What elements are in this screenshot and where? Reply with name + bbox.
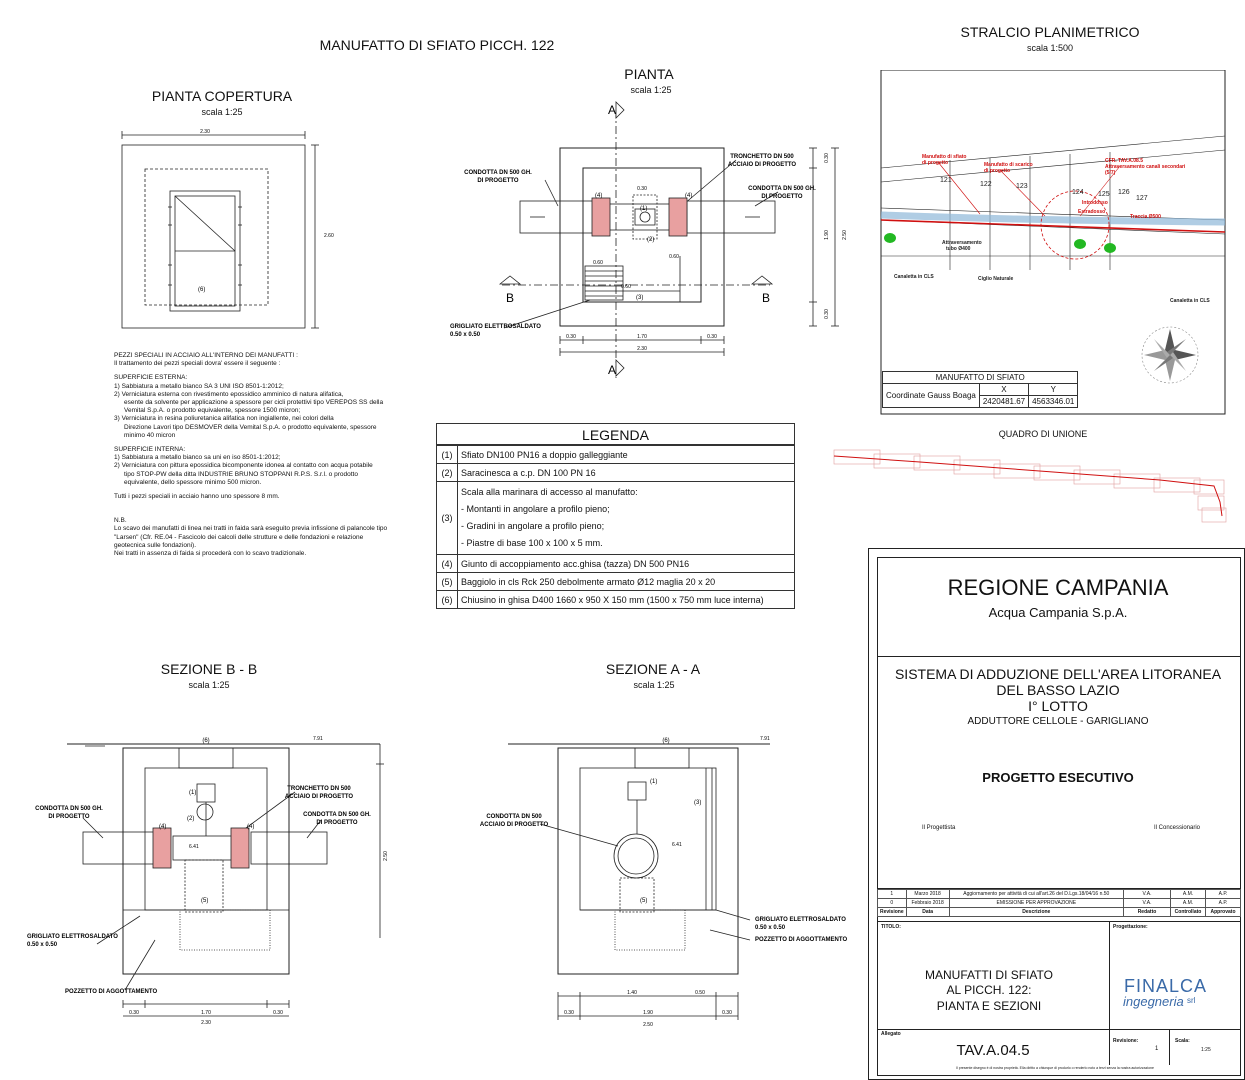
saa-dim-b1: 0.30 <box>564 1010 574 1016</box>
saa-dim-i2: 0.50 <box>695 990 705 996</box>
pianta-copertura-drawing <box>110 125 340 340</box>
legend <box>436 423 795 609</box>
sbb-condotta-right-1: CONDOTTA DN 500 GH. <box>303 812 371 818</box>
tb-footer: Il presente disegno è di nostra proprietà. Ella diritto a chiunque di produrlo o renderlo noto a terzi senza la nostra autorizzazione <box>956 1066 1154 1070</box>
copertura-item: (6) <box>198 287 206 293</box>
notes-int-line: tipo STOP-PW della ditta INDUSTRIE BRUNO STOPPANI R.P.S. S.r.l. o prodotto <box>124 470 358 478</box>
stralcio-picchetto: 126 <box>1118 189 1130 196</box>
notes-ext-title: SUPERFICIE ESTERNA: <box>114 374 188 382</box>
tb-region: REGIONE CAMPANIA <box>947 575 1169 600</box>
notes-nb-line: geotecnica sulle fondazioni). <box>114 541 197 549</box>
notes-thickness: Tutti i pezzi speciali in acciaio hanno uno spessore 8 mm. <box>114 493 280 501</box>
pianta-dim-s3: 0.30 <box>824 309 830 319</box>
pianta-dim-i1: 0.30 <box>637 186 647 192</box>
pianta-drawing <box>440 96 850 386</box>
legend-text: Sfiato DN100 PN16 a doppio galleggiante <box>458 446 795 464</box>
revisions-table <box>877 889 1241 917</box>
sbb-condotta-left-1: CONDOTTA DN 500 GH. <box>35 806 103 812</box>
tb-allegato: TAV.A.04.5 <box>956 1042 1030 1059</box>
tb-subproject: ADDUTTORE CELLOLE - GARIGLIANO <box>967 716 1149 727</box>
tb-drawing-title: PIANTA E SEZIONI <box>936 999 1042 1013</box>
sezione-aa-scale: scala 1:25 <box>633 680 675 690</box>
stralcio-picchetto: 121 <box>940 177 952 184</box>
saa-condotta-1: CONDOTTA DN 500 <box>486 814 542 820</box>
pianta-item-1: (1) <box>640 206 648 212</box>
stralcio-scale: scala 1:500 <box>1026 43 1074 53</box>
pianta-dim-b2: 1.70 <box>637 334 647 340</box>
pianta-cut-a-top: A <box>607 103 616 117</box>
pianta-item-4b: (4) <box>685 193 693 199</box>
legend-num: (4) <box>437 555 458 573</box>
stralcio-title: STRALCIO PLANIMETRICO <box>960 24 1140 40</box>
rev-header: Approvato <box>1206 908 1241 917</box>
saa-level: 7.91 <box>760 736 770 742</box>
pianta-scale: scala 1:25 <box>630 85 672 95</box>
rev-approvato: A.P. <box>1206 890 1241 899</box>
notes-heading: PEZZI SPECIALI IN ACCIAIO ALL'INTERNO DEI MANUFATTI : <box>114 352 298 359</box>
tb-drawing-title: MANUFATTI DI SFIATO <box>924 968 1054 982</box>
tb-scala-label: Scala: <box>1175 1038 1190 1044</box>
tb-allegato-label: Allegato <box>881 1031 901 1037</box>
legend-num: (5) <box>437 573 458 591</box>
rev-controllato: A.M. <box>1171 890 1206 899</box>
notes-nb-line: "Larsen" (Cfr. RE.04 - Fascicolo dei calcoli delle strutture e delle fondazioni e relazione <box>114 533 364 541</box>
sbb-tronchetto-1: TRONCHETTO DN 500 <box>287 786 351 792</box>
coord-y-value: 4563346.01 <box>1029 396 1078 408</box>
tb-logo-word: FINALCA <box>1124 976 1208 996</box>
legend-num: (2) <box>437 464 458 482</box>
saa-item6: (6) <box>662 738 670 744</box>
stralcio-introdosso: Introdosso <box>1082 200 1108 206</box>
tb-progettazione-label: Progettazione: <box>1113 924 1148 930</box>
legend-text: Chiusino in ghisa D400 1660 x 950 X 150 mm (1500 x 750 mm luce interna) <box>458 591 795 609</box>
rev-header: Revisione <box>878 908 907 917</box>
saa-item3: (3) <box>694 800 702 806</box>
stralcio-scarico-2: di progetto <box>984 168 1011 174</box>
notes-nb-line: Lo scavo dei manufatti di linea nei tratti in faida sarà eseguito previa infissione di palancole tipo <box>114 525 388 533</box>
stralcio-cfr-2: Attraversamento canali secondari <box>1105 164 1186 170</box>
stralcio-traccia: Traccia Ø500 <box>1130 214 1161 220</box>
pianta-dim-i3: 0.60 <box>669 254 679 260</box>
pianta-dim-total: 2.30 <box>637 346 647 352</box>
stralcio-scarico-1: Manufatto di scarico <box>984 162 1033 168</box>
rev-n: 0 <box>878 899 907 908</box>
pianta-cut-b-left: B <box>506 291 515 305</box>
tb-concessionario: Il Concessionario <box>1154 825 1201 831</box>
stralcio-sfiato-2: di progetto <box>922 160 949 166</box>
rev-date: Marzo 2018 <box>906 890 949 899</box>
sbb-dim-b3: 0.30 <box>273 1010 283 1016</box>
sbb-grigliato-1: GRIGLIATO ELETTROSALDATO <box>27 934 118 940</box>
saa-level2: 6.41 <box>672 842 682 848</box>
tb-scala: 1:25 <box>1201 1047 1211 1053</box>
rev-approvato: A.P. <box>1206 899 1241 908</box>
stralcio-cfr-1: CFR. TAV.A.08.5 <box>1105 158 1143 164</box>
rev-date: Febbraio 2018 <box>906 899 949 908</box>
tb-project-line: DEL BASSO LAZIO <box>996 682 1120 698</box>
stralcio-picchetto: 122 <box>980 181 992 188</box>
tb-drawing-title: AL PICCH. 122: <box>946 983 1032 997</box>
saa-pozzetto: POZZETTO DI AGGOTTAMENTO <box>755 937 848 943</box>
pianta-tronchetto-2: ACCIAIO DI PROGETTO <box>727 162 797 168</box>
sbb-item4b: (4) <box>247 824 255 830</box>
copertura-dim-w: 2.30 <box>200 129 210 135</box>
tb-revisione-label: Revisione: <box>1113 1038 1139 1044</box>
sbb-tronchetto-2: ACCIAIO DI PROGETTO <box>284 794 354 800</box>
coord-row-label: Coordinate Gauss Boaga <box>883 384 980 408</box>
main-title: MANUFATTO DI SFIATO PICCH. 122 <box>319 37 555 53</box>
pianta-item-3: (3) <box>636 295 644 301</box>
legend-num: (6) <box>437 591 458 609</box>
stralcio-picchetto: 124 <box>1072 189 1084 196</box>
saa-dim-i1: 1.40 <box>627 990 637 996</box>
copertura-dim-h: 2.60 <box>324 233 334 239</box>
legend-title: LEGENDA <box>437 424 794 445</box>
notes-nb-line: Nei tratti in assenza di faida si procederà con lo scavo tradizionale. <box>114 550 307 558</box>
coord-title: MANUFATTO DI SFIATO <box>883 372 1078 384</box>
sezione-bb-drawing <box>25 728 390 1028</box>
pianta-grigliato-1: GRIGLIATO ELETTROSALDATO <box>450 324 541 330</box>
pianta-cut-a-bottom: A <box>607 363 616 377</box>
pianta-dim-s-total: 2.50 <box>842 230 848 240</box>
sbb-item1: (1) <box>189 790 197 796</box>
legend-text: - Piastre di base 100 x 100 x 5 mm. <box>461 538 603 548</box>
sbb-item5: (5) <box>201 898 209 904</box>
legend-text: - Gradini in angolare a profilo pieno; <box>461 521 605 531</box>
stralcio-sfiato-1: Manufatto di sfiato <box>922 154 967 160</box>
north-arrow-icon <box>1142 327 1198 383</box>
stralcio-estradosso: Estradosso <box>1078 209 1106 215</box>
pianta-dim-b1: 0.30 <box>566 334 576 340</box>
legend-num: (3) <box>437 482 458 555</box>
notes-int-line: 1) Sabbiatura a metallo bianco sa uni en iso 8501-1:2012; <box>114 454 281 462</box>
sbb-level2: 6.41 <box>189 844 199 850</box>
tb-phase: PROGETTO ESECUTIVO <box>982 770 1134 785</box>
stralcio-cfr-3: (5/7) <box>1105 170 1116 176</box>
stralcio-ciglio: Ciglio Naturale <box>978 276 1014 282</box>
notes-intro: Il trattamento dei pezzi speciali dovra' essere il seguente : <box>114 360 281 368</box>
pianta-condotta-right-1: CONDOTTA DN 500 GH. <box>748 186 816 192</box>
saa-item1: (1) <box>650 779 658 785</box>
saa-item5: (5) <box>640 898 648 904</box>
pianta-dim-b3: 0.30 <box>707 334 717 340</box>
rev-header: Redatto <box>1124 908 1171 917</box>
coord-x-label: X <box>979 384 1028 396</box>
notes-int-title: SUPERFICIE INTERNA: <box>114 446 186 454</box>
pianta-item-2: (2) <box>647 237 655 243</box>
legend-num: (1) <box>437 446 458 464</box>
stralcio-picchetto: 125 <box>1098 191 1110 198</box>
sbb-dim-b2: 1.70 <box>201 1010 211 1016</box>
pianta-dim-s1: 0.30 <box>824 153 830 163</box>
pianta-copertura-scale: scala 1:25 <box>201 107 243 117</box>
stralcio-canaletta-left: Canaletta in CLS <box>894 274 934 280</box>
notes-ext-line: Vemital S.p.A. o prodotto equivalente, spessore 1500 micron; <box>124 407 301 415</box>
saa-dim-b3: 0.30 <box>722 1010 732 1016</box>
stralcio-map <box>880 70 1226 415</box>
saa-grigliato-2: 0.50 x 0.50 <box>755 925 786 931</box>
notes-ext-line: 1) Sabbiatura a metallo bianco SA 3 UNI ISO 8501-1:2012; <box>114 382 284 390</box>
notes-ext-line: 3) Verniciatura in resina poliuretanica alifatica non ingiallente, nei colori della <box>114 415 334 423</box>
sezione-aa-title: SEZIONE A - A <box>605 661 701 677</box>
notes-ext-line: minimo 40 micron <box>124 431 176 439</box>
legend-text: Giunto di accoppiamento acc.ghisa (tazza) DN 500 PN16 <box>458 555 795 573</box>
sbb-dim-total: 2.30 <box>201 1020 211 1026</box>
sezione-aa-drawing <box>480 728 870 1028</box>
pianta-condotta-left-1: CONDOTTA DN 500 GH. <box>464 170 532 176</box>
pianta-title: PIANTA <box>624 66 674 82</box>
title-block <box>868 548 1245 1080</box>
legend-text: Scala alla marinara di accesso al manufatto: <box>461 487 638 497</box>
sbb-condotta-left-2: DI PROGETTO <box>48 814 90 820</box>
sbb-dim-side: 2.50 <box>383 851 389 861</box>
pianta-grigliato-2: 0.50 x 0.50 <box>450 332 481 338</box>
saa-dim-total: 2.50 <box>643 1022 653 1028</box>
stralcio-canaletta-right: Canaletta in CLS <box>1170 298 1210 304</box>
stralcio-picchetto: 127 <box>1136 195 1148 202</box>
pianta-condotta-right-2: DI PROGETTO <box>761 194 803 200</box>
rev-header: Data <box>906 908 949 917</box>
notes-ext-line: esente da solvente per applicazione a spessore per cicli protettivi tipo VEREPOS SS della <box>124 399 384 407</box>
saa-condotta-2: ACCIAIO DI PROGETTO <box>480 822 549 828</box>
sbb-item6: (6) <box>202 738 210 744</box>
pianta-dim-s2: 1.90 <box>824 230 830 240</box>
quadro-unione-diagram <box>830 446 1230 526</box>
pianta-item-4a: (4) <box>595 193 603 199</box>
pianta-tronchetto-1: TRONCHETTO DN 500 <box>730 154 794 160</box>
saa-dim-b2: 1.90 <box>643 1010 653 1016</box>
notes-nb-title: N.B. <box>114 517 127 525</box>
notes-ext-line: Direzione Lavori tipo DESMOVER della Vemital S.p.A. o prodotto equivalente, spessore <box>124 423 377 431</box>
notes-int-line: equivalente, dello spessore minimo 500 micron. <box>124 478 262 486</box>
legend-text: - Montanti in angolare a profilo pieno; <box>461 504 610 514</box>
stralcio-attr-1: Attraversamento <box>942 240 982 246</box>
sbb-pozzetto: POZZETTO DI AGGOTTAMENTO <box>65 989 158 995</box>
tb-company: Acqua Campania S.p.A. <box>988 605 1128 620</box>
pianta-dim-i2: 0.60 <box>593 260 603 266</box>
stralcio-attr-2: tubo Ø400 <box>946 246 971 252</box>
rev-controllato: A.M. <box>1171 899 1206 908</box>
tb-progettista: Il Progettista <box>922 825 956 831</box>
pianta-cut-b-right: B <box>762 291 771 305</box>
sezione-bb-scale: scala 1:25 <box>188 680 230 690</box>
sbb-condotta-right-2: DI PROGETTO <box>316 820 358 826</box>
saa-grigliato-1: GRIGLIATO ELETTROSALDATO <box>755 917 846 923</box>
pianta-dim-i4: 0.60 <box>621 284 631 290</box>
tb-logo-srl: srl <box>1187 996 1196 1005</box>
sbb-grigliato-2: 0.50 x 0.50 <box>27 942 58 948</box>
notes-ext-line: 2) Verniciatura esterna con rivestimento epossidico amminico di natura alifatica, <box>114 390 344 398</box>
legend-text: Baggiolo in cls Rck 250 debolmente armato Ø12 maglia 20 x 20 <box>458 573 795 591</box>
tb-project-line: SISTEMA DI ADDUZIONE DELL'AREA LITORANEA <box>894 666 1222 682</box>
sezione-bb-title: SEZIONE B - B <box>160 661 258 677</box>
notes-block <box>114 352 414 558</box>
rev-desc: EMISSIONE PER APPROVAZIONE <box>949 899 1123 908</box>
sbb-level: 7.91 <box>313 736 323 742</box>
tb-titolo-label: TITOLO: <box>881 924 901 930</box>
sbb-dim-b1: 0.30 <box>129 1010 139 1016</box>
coord-y-label: Y <box>1029 384 1078 396</box>
pianta-copertura-title: PIANTA COPERTURA <box>151 88 293 104</box>
rev-n: 1 <box>878 890 907 899</box>
tb-logo-sub: ingegneria <box>1123 994 1184 1009</box>
rev-desc: Aggiornamento per attività di cui all'art.26 del D.Lgs.18/04/16 n.50 <box>949 890 1123 899</box>
rev-header: Descrizione <box>949 908 1123 917</box>
coord-x-value: 2420481.67 <box>979 396 1028 408</box>
rev-header: Controllato <box>1171 908 1206 917</box>
coordinates-table <box>882 371 1078 408</box>
legend-text: Saracinesca a c.p. DN 100 PN 16 <box>458 464 795 482</box>
pianta-condotta-left-2: DI PROGETTO <box>477 178 519 184</box>
rev-redatto: V.A. <box>1124 899 1171 908</box>
rev-redatto: V.A. <box>1124 890 1171 899</box>
stralcio-picchetto: 123 <box>1016 183 1028 190</box>
quadro-title: QUADRO DI UNIONE <box>998 429 1088 439</box>
tb-revisione: 1 <box>1155 1046 1159 1052</box>
tb-project-line: I° LOTTO <box>1028 698 1088 714</box>
sbb-item2: (2) <box>187 816 195 822</box>
sbb-item4a: (4) <box>159 824 167 830</box>
notes-int-line: 2) Verniciatura con pittura epossidica bicomponente idonea al contatto con acqua potabile <box>114 462 373 470</box>
